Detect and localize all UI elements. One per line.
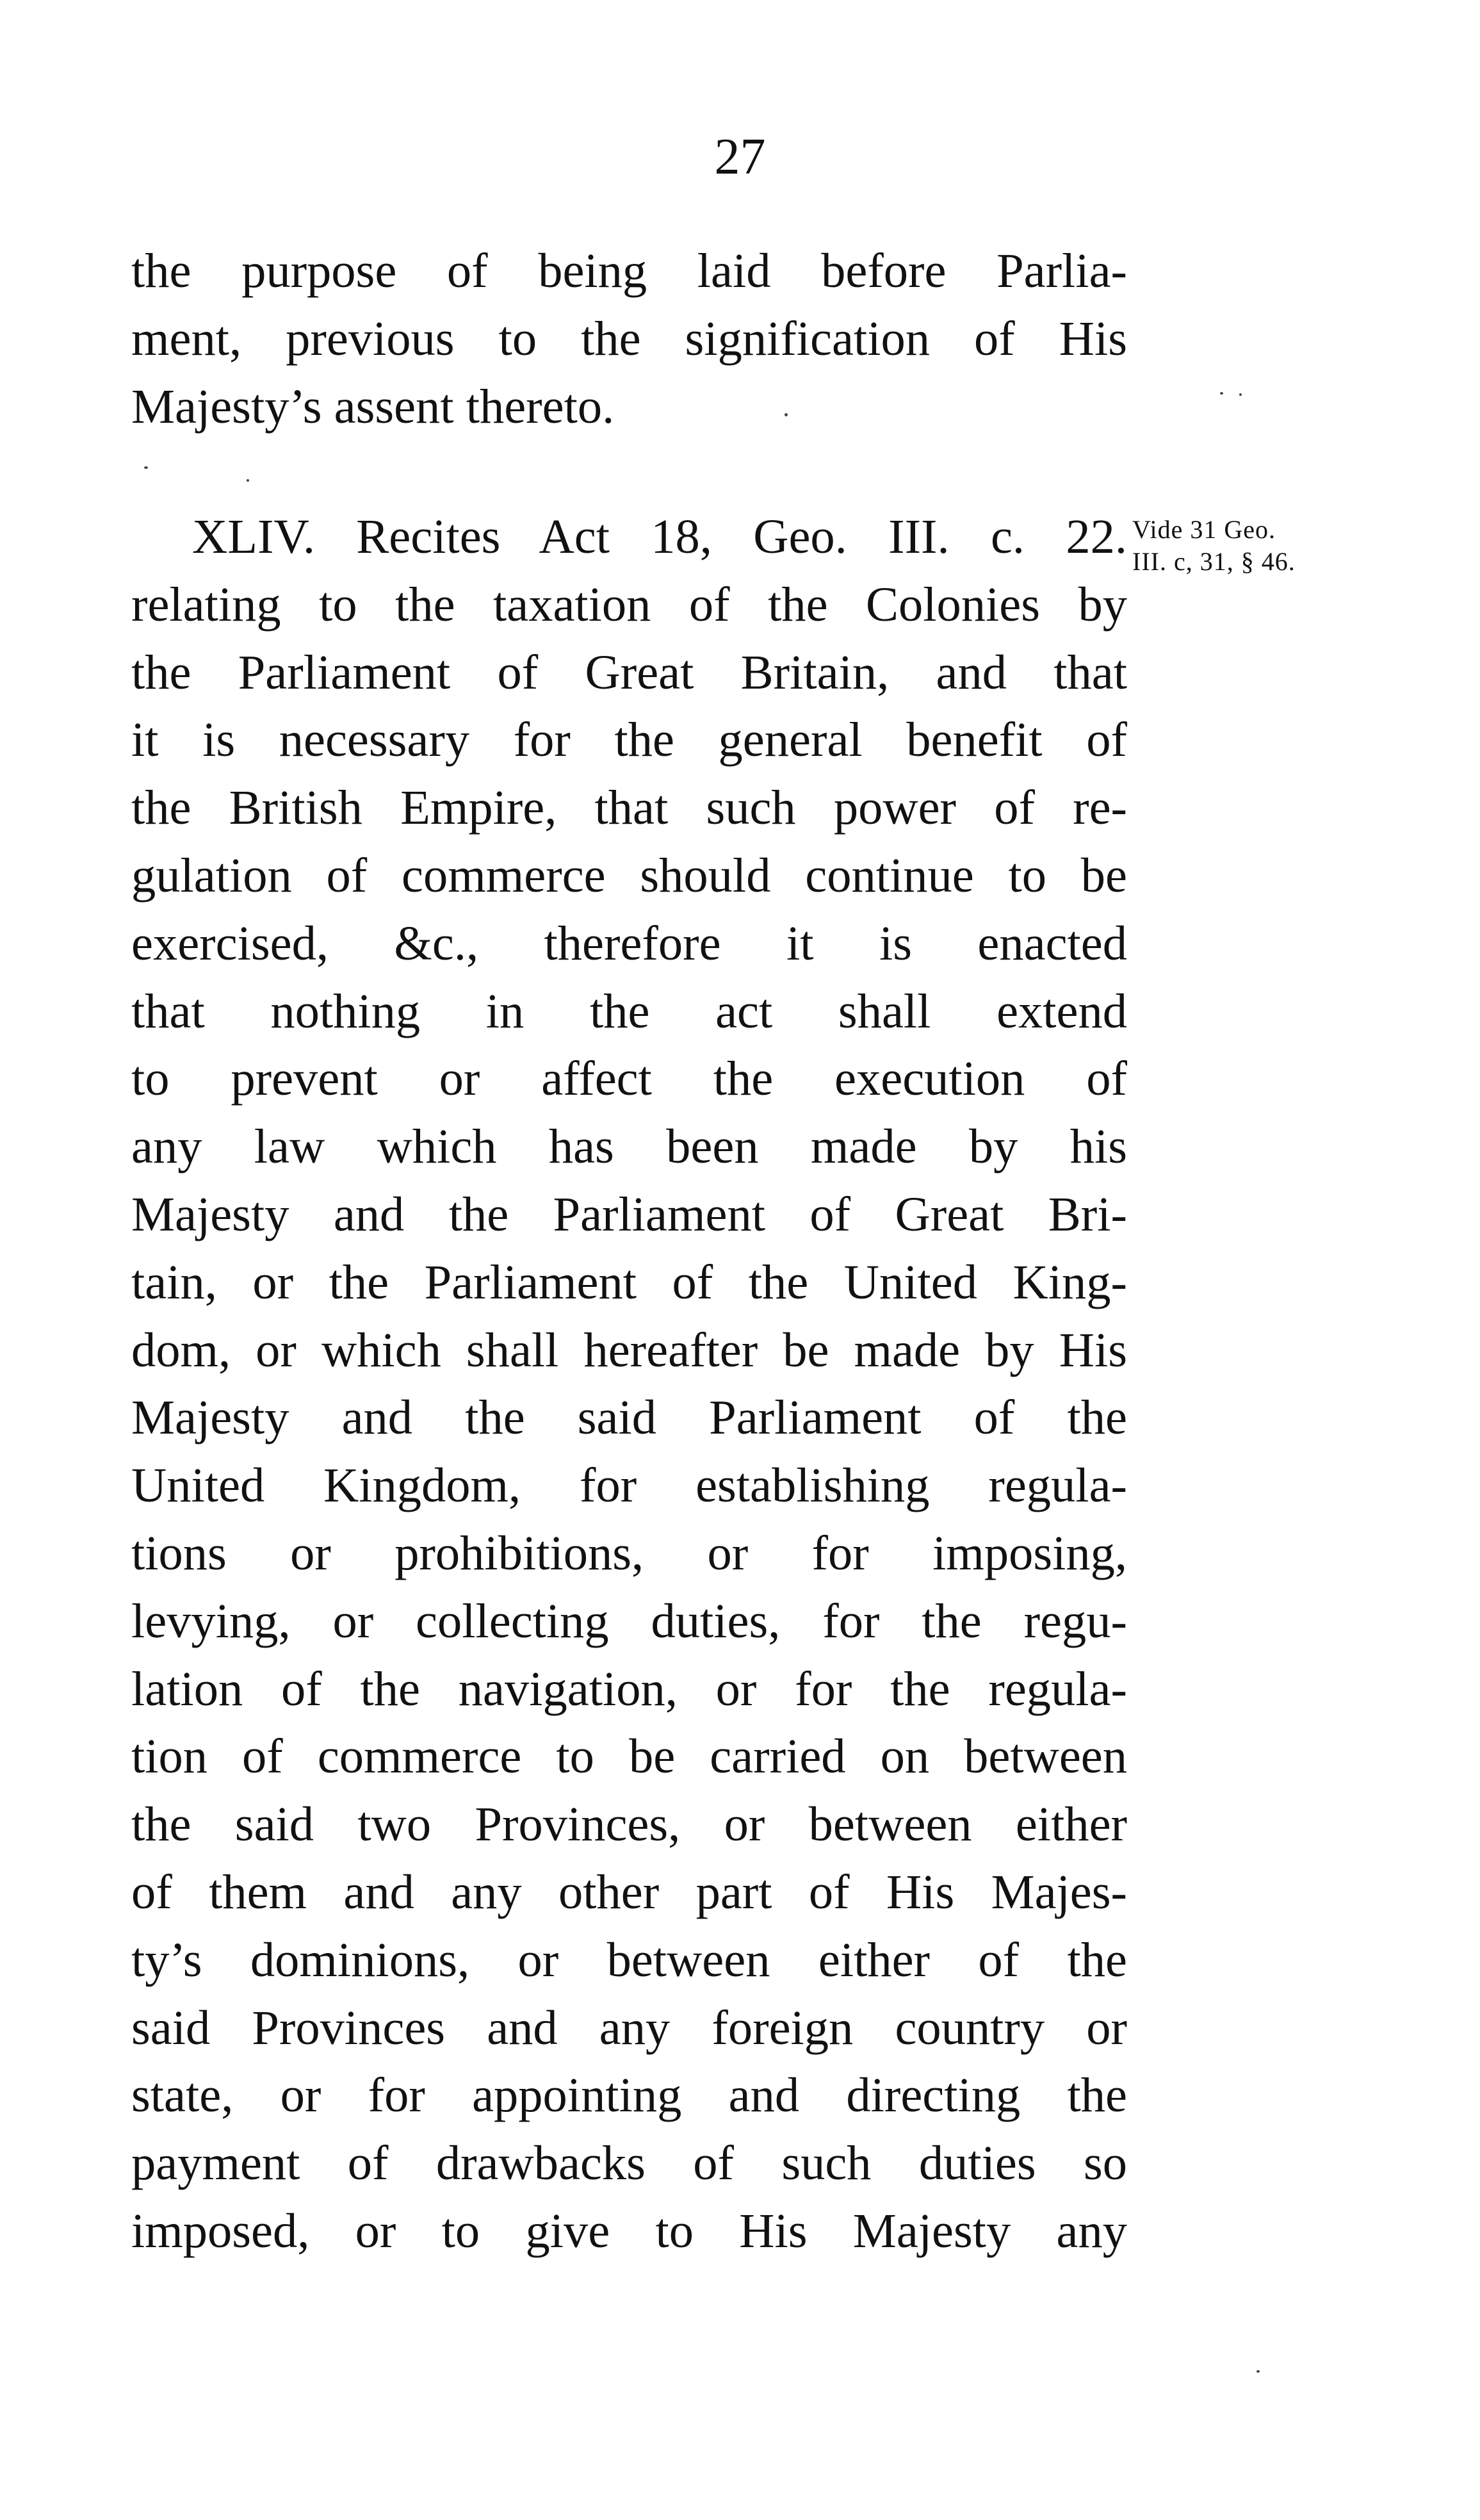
text-line: levying, or collecting duties, for the regu- — [131, 1593, 1127, 1648]
section-xliv — [131, 503, 1127, 2265]
text-line: state, or for appointing and directing the — [131, 2068, 1127, 2123]
text-line: dom, or which shall hereafter be made by His — [131, 1322, 1127, 1377]
print-speck — [1220, 392, 1223, 395]
text-line: tain, or the Parliament of the United King- — [131, 1254, 1127, 1309]
text-line: Majesty and the Parliament of Great Bri- — [131, 1186, 1127, 1241]
text-line: exercised, &c., therefore it is enacted — [131, 915, 1127, 970]
print-speck — [1256, 2370, 1260, 2373]
text-line: ment, previous to the signification of His — [131, 311, 1127, 366]
text-line: payment of drawbacks of such duties so — [131, 2136, 1127, 2191]
paragraph-continuation — [131, 237, 1127, 440]
margin-note-line: Vide 31 Geo. — [1132, 515, 1276, 544]
text-line: said Provinces and any foreign country or — [131, 2000, 1127, 2055]
text-line: to prevent or affect the execution of — [131, 1051, 1127, 1106]
section-heading-line: XLIV. Recites Act 18, Geo. III. c. 22. — [192, 509, 1127, 564]
text-line: the said two Provinces, or between either — [131, 1797, 1127, 1852]
text-line: the Parliament of Great Britain, and that — [131, 644, 1127, 700]
print-speck — [785, 413, 788, 416]
text-line: the British Empire, that such power of re- — [131, 780, 1127, 835]
margin-note-line: III. c, 31, § 46. — [1132, 547, 1296, 576]
text-line: Majesty and the said Parliament of the — [131, 1390, 1127, 1445]
text-line: that nothing in the act shall extend — [131, 983, 1127, 1038]
text-line: gulation of commerce should continue to be — [131, 847, 1127, 903]
text-line: tions or prohibitions, or for imposing, — [131, 1525, 1127, 1580]
text-line: imposed, or to give to His Majesty any — [131, 2203, 1127, 2258]
page-number: 27 — [714, 129, 766, 185]
print-speck — [1239, 393, 1242, 396]
text-line: the purpose of being laid before Parlia- — [131, 243, 1127, 298]
text-line: of them and any other part of His Majes- — [131, 1864, 1127, 1919]
text-line: relating to the taxation of the Colonies by — [131, 577, 1127, 632]
text-line: Majesty’s assent thereto. — [131, 379, 615, 434]
print-speck — [144, 466, 148, 469]
text-line: United Kingdom, for establishing regula- — [131, 1458, 1127, 1513]
text-line: ty’s dominions, or between either of the — [131, 1932, 1127, 1987]
print-speck — [247, 479, 249, 482]
text-line: it is necessary for the general benefit of — [131, 712, 1127, 767]
text-line: lation of the navigation, or for the regula- — [131, 1661, 1127, 1716]
text-line: any law which has been made by his — [131, 1119, 1127, 1174]
margin-note — [1132, 514, 1344, 578]
text-line: tion of commerce to be carried on between — [131, 1729, 1127, 1784]
